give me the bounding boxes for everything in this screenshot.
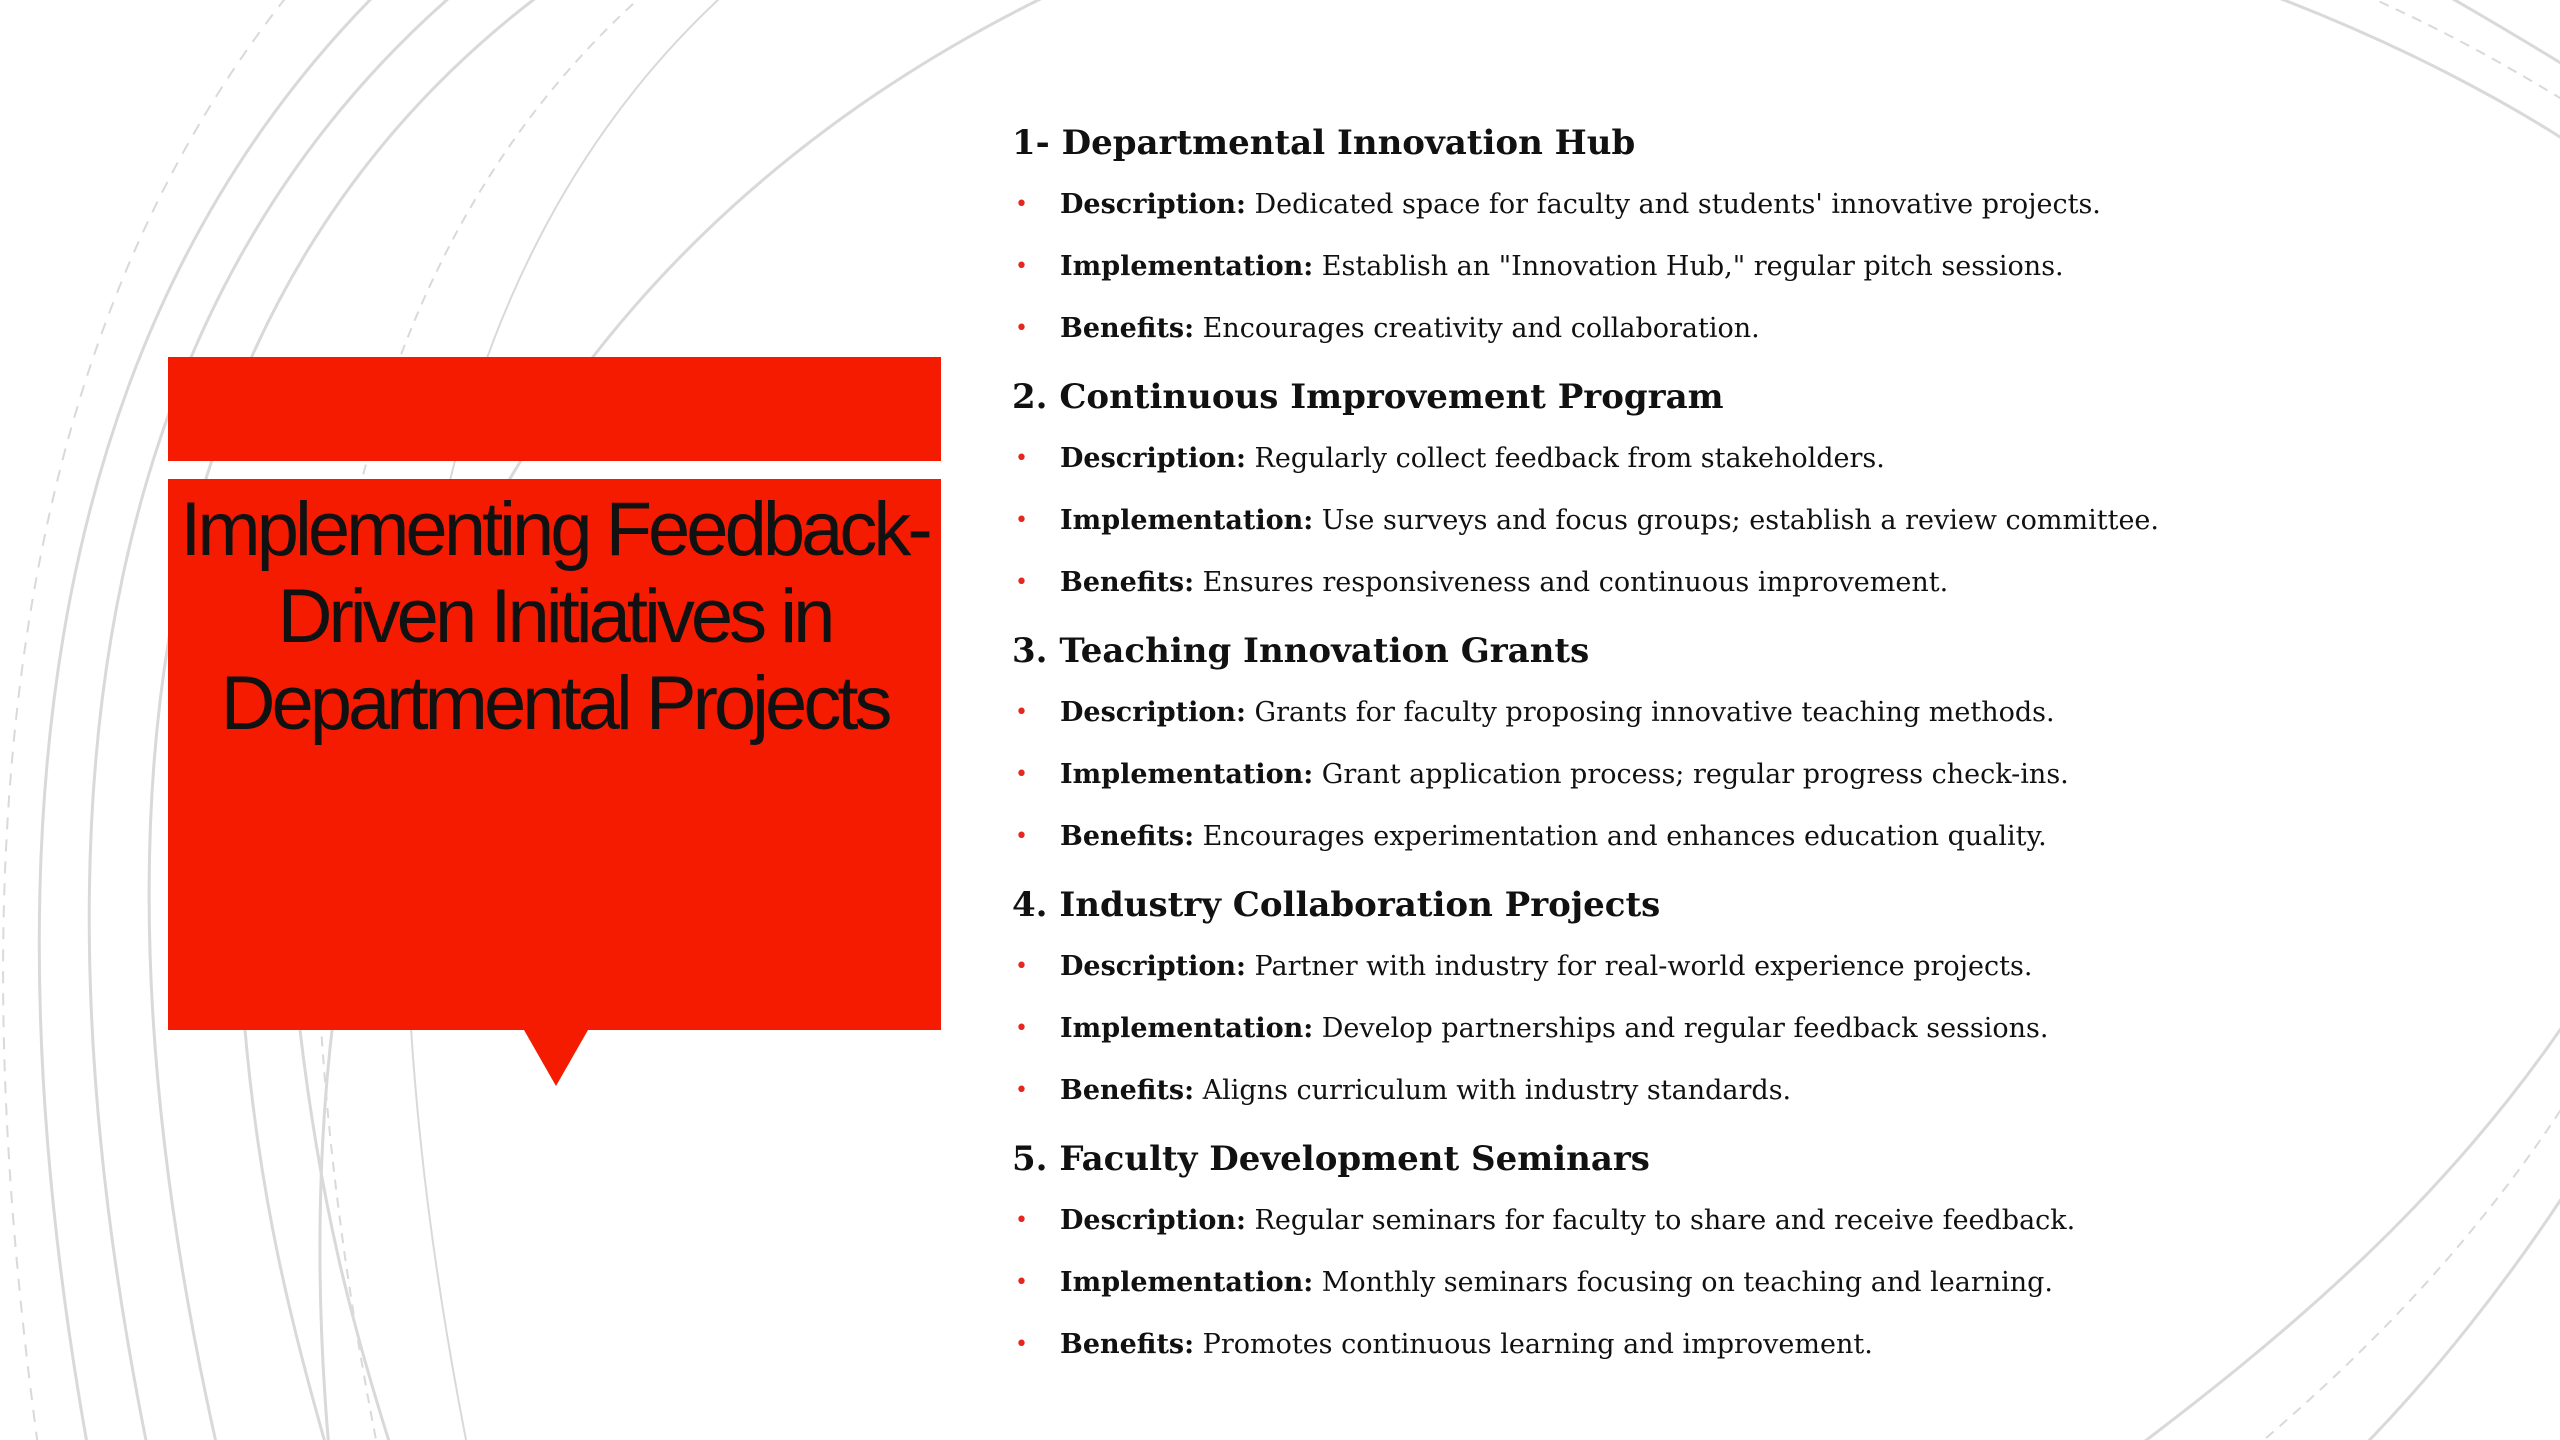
- bullet-text: Promotes continuous learning and improvement.: [1194, 1329, 1873, 1360]
- bullet-text: Regular seminars for faculty to share and receive feedback.: [1245, 1205, 2076, 1236]
- content-list: [1012, 112, 2492, 1382]
- bullet-label: Description:: [1060, 697, 1246, 728]
- section: [1012, 112, 2492, 360]
- title-box-pointer: [524, 1030, 588, 1086]
- section: [1012, 1128, 2492, 1376]
- background-arc: [300, 1030, 395, 1440]
- bullet-text: Ensures responsiveness and continuous improvement.: [1194, 567, 1949, 598]
- bullet-label: Implementation:: [1060, 759, 1314, 790]
- title-accent-bar: [168, 357, 941, 461]
- list-item: [1012, 936, 2492, 998]
- bullet-label: Benefits:: [1060, 313, 1195, 344]
- bullet-label: Benefits:: [1060, 567, 1195, 598]
- list-item: [1012, 744, 2492, 806]
- bullet-icon: •: [1015, 1332, 1028, 1357]
- bullet-text: Aligns curriculum with industry standards.: [1194, 1075, 1792, 1106]
- bullet-text: Encourages creativity and collaboration.: [1194, 313, 1760, 344]
- bullet-icon: •: [1015, 1270, 1028, 1295]
- bullet-icon: •: [1015, 446, 1028, 471]
- bullet-label: Description:: [1060, 189, 1246, 220]
- bullet-label: Implementation:: [1060, 1267, 1314, 1298]
- section-heading: 5. Faculty Development Seminars: [1012, 1139, 1650, 1179]
- bullet-label: Benefits:: [1060, 1329, 1195, 1360]
- list-item: [1012, 1314, 2492, 1376]
- bullet-list: [1012, 1190, 2492, 1376]
- list-item: [1012, 998, 2492, 1060]
- bullet-icon: •: [1015, 570, 1028, 595]
- list-item: [1012, 552, 2492, 614]
- background-arc: [2330, 0, 2560, 110]
- section: [1012, 366, 2492, 614]
- section: [1012, 620, 2492, 868]
- bullet-text: Encourages experimentation and enhances education quality.: [1194, 821, 2047, 852]
- bullet-icon: •: [1015, 824, 1028, 849]
- list-item: [1012, 1252, 2492, 1314]
- slide-title: Implementing Feedback-Driven Initiatives in Departmental Projects: [180, 487, 929, 746]
- bullet-text: Establish an "Innovation Hub," regular pitch sessions.: [1313, 251, 2064, 282]
- bullet-label: Description:: [1060, 1205, 1246, 1236]
- bullet-list: [1012, 936, 2492, 1122]
- bullet-text: Use surveys and focus groups; establish a review committee.: [1313, 505, 2159, 536]
- bullet-icon: •: [1015, 954, 1028, 979]
- list-item: [1012, 236, 2492, 298]
- bullet-label: Benefits:: [1060, 1075, 1195, 1106]
- section-heading: 2. Continuous Improvement Program: [1012, 377, 1724, 417]
- bullet-icon: •: [1015, 1208, 1028, 1233]
- list-item: [1012, 174, 2492, 236]
- bullet-icon: •: [1015, 192, 1028, 217]
- bullet-label: Implementation:: [1060, 1013, 1314, 1044]
- bullet-icon: •: [1015, 254, 1028, 279]
- list-item: [1012, 682, 2492, 744]
- bullet-text: Develop partnerships and regular feedback sessions.: [1313, 1013, 2049, 1044]
- bullet-text: Dedicated space for faculty and students' innovative projects.: [1245, 189, 2101, 220]
- bullet-label: Description:: [1060, 951, 1246, 982]
- bullet-list: [1012, 682, 2492, 868]
- bullet-icon: •: [1015, 762, 1028, 787]
- section-heading: 1- Departmental Innovation Hub: [1012, 123, 1636, 163]
- background-arc: [2420, 0, 2560, 75]
- section-heading: 3. Teaching Innovation Grants: [1012, 631, 1590, 671]
- section-heading: 4. Industry Collaboration Projects: [1012, 885, 1661, 925]
- list-item: [1012, 298, 2492, 360]
- bullet-text: Regularly collect feedback from stakeholders.: [1245, 443, 1885, 474]
- background-arc: [245, 1030, 330, 1440]
- list-item: [1012, 1190, 2492, 1252]
- section: [1012, 874, 2492, 1122]
- bullet-icon: •: [1015, 1016, 1028, 1041]
- bullet-text: Grant application process; regular progress check-ins.: [1313, 759, 2069, 790]
- bullet-list: [1012, 174, 2492, 360]
- bullet-icon: •: [1015, 1078, 1028, 1103]
- bullet-label: Implementation:: [1060, 505, 1314, 536]
- list-item: [1012, 806, 2492, 868]
- bullet-icon: •: [1015, 316, 1028, 341]
- bullet-text: Partner with industry for real-world experience projects.: [1245, 951, 2033, 982]
- list-item: [1012, 1060, 2492, 1122]
- bullet-label: Benefits:: [1060, 821, 1195, 852]
- bullet-text: Grants for faculty proposing innovative teaching methods.: [1245, 697, 2055, 728]
- list-item: [1012, 428, 2492, 490]
- bullet-label: Implementation:: [1060, 251, 1314, 282]
- bullet-icon: •: [1015, 508, 1028, 533]
- bullet-icon: •: [1015, 700, 1028, 725]
- bullet-text: Monthly seminars focusing on teaching and learning.: [1313, 1267, 2054, 1298]
- list-item: [1012, 490, 2492, 552]
- bullet-list: [1012, 428, 2492, 614]
- bullet-label: Description:: [1060, 443, 1246, 474]
